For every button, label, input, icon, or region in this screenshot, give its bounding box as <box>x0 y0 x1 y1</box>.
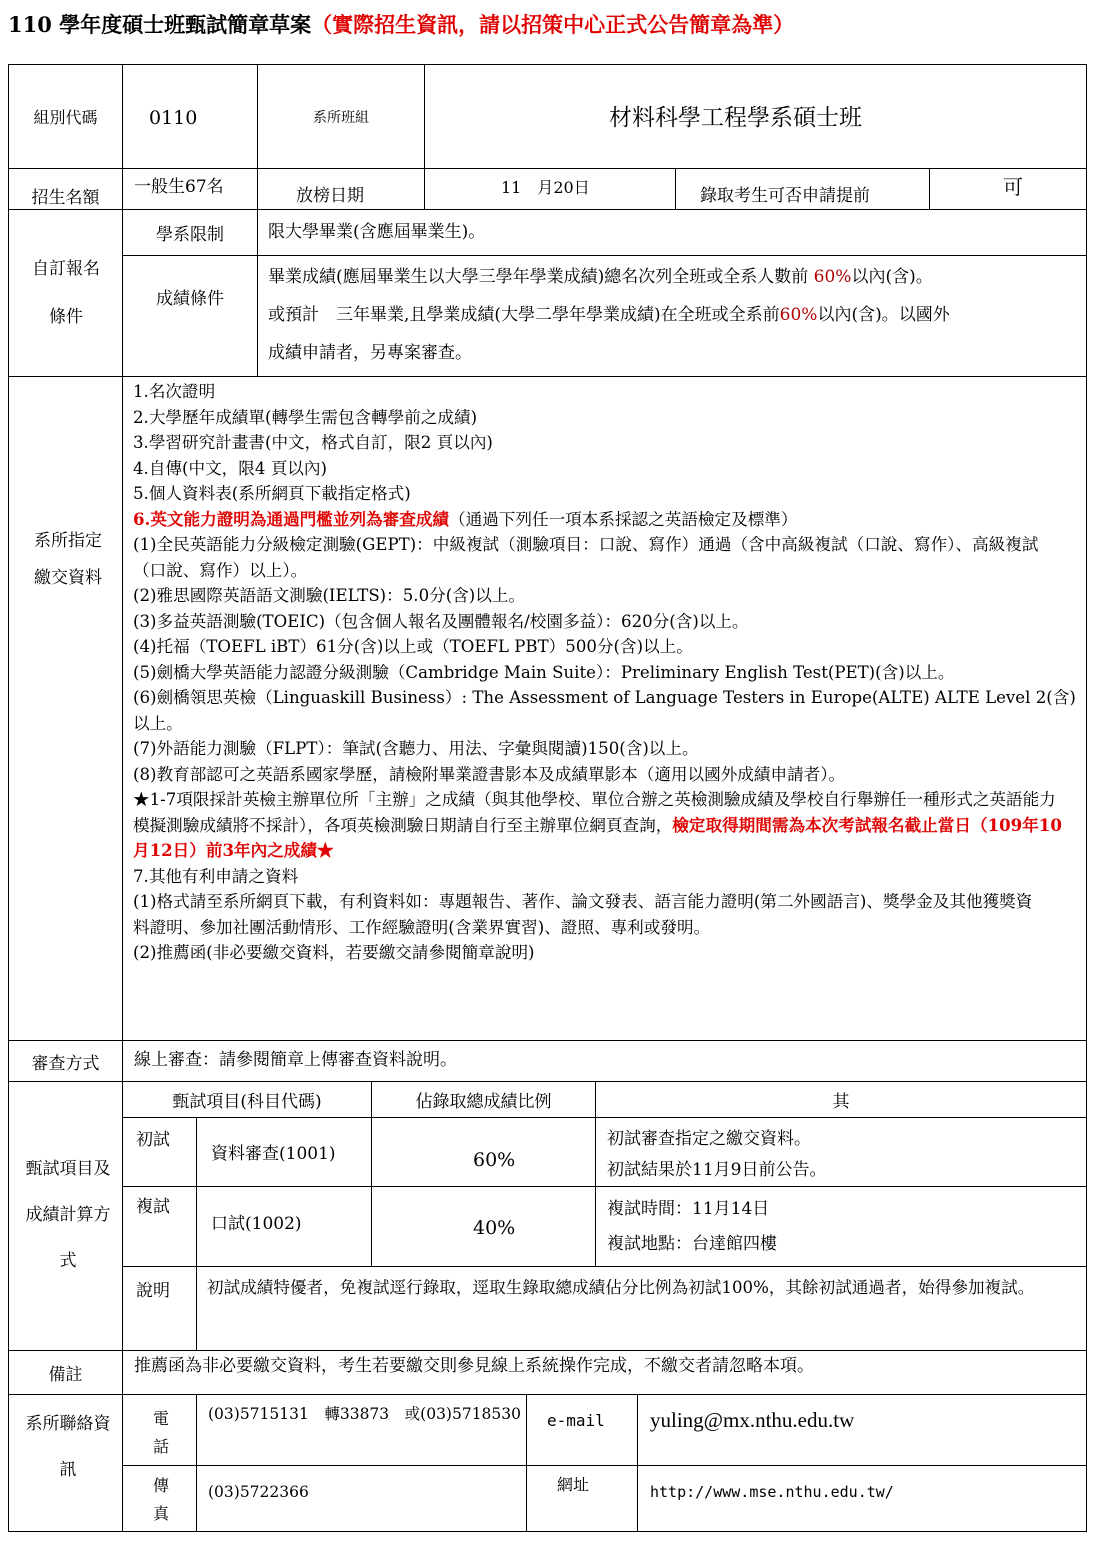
second-label-cell <box>122 1186 197 1267</box>
phone-label-cell <box>122 1394 197 1466</box>
english-test-4: (4)托福（TOEFL iBT）61分(含)以上或（TOEFL PBT）500分(含)以上。 <box>133 637 693 656</box>
doc-item-6-rest: （通過下列任一項本系採認之英語檢定及標準） <box>449 509 798 529</box>
first-note-2: 初試結果於11月9日前公告。 <box>607 1160 827 1180</box>
first-note-cell <box>595 1117 1087 1187</box>
doc-item-6-prefix: 6. <box>133 508 151 529</box>
review-value: 線上審查：請參閱簡章上傳審查資料說明。 <box>134 1050 457 1070</box>
code-value-cell <box>122 64 258 169</box>
phone-label: 電話 <box>152 1409 169 1456</box>
release-label-cell <box>257 168 425 210</box>
review-label-cell <box>8 1040 123 1082</box>
email-label: e-mail <box>547 1411 605 1430</box>
doc-item-1: 1.名次證明 <box>133 382 216 401</box>
grade-label: 成績條件 <box>156 288 224 309</box>
first-label-cell <box>122 1117 197 1187</box>
dept-label: 系所班組 <box>313 109 369 126</box>
phone-value: (03)5715131 轉33873 或(03)5718530 <box>208 1405 522 1423</box>
code-value: 0110 <box>149 107 198 129</box>
grade-line2-a: 或預計 三年畢業,且學業成績(大學二學年學業成績)在全班或全系前 <box>268 305 780 325</box>
quota-value-cell <box>122 168 258 210</box>
documents-label: 系所指定繳交資料 <box>34 531 102 588</box>
email-value-cell <box>637 1394 1087 1466</box>
first-ratio: 60% <box>473 1149 516 1171</box>
exam-head-other: 其 <box>832 1092 850 1112</box>
early-value-cell <box>929 168 1087 210</box>
dept-limit-value: 限大學畢業(含應屆畢業生)。 <box>268 222 486 242</box>
english-test-8: (8)教育部認可之英語系國家學歷，請檢附畢業證書影本及成績單影本（適用以國外成績申請者）。 <box>133 764 846 784</box>
documents-list <box>133 379 1083 966</box>
dept-label-cell <box>257 64 425 169</box>
doc-item-4: 4.自傳(中文，限4 頁以內) <box>133 458 327 478</box>
first-note-1: 初試審查指定之繳交資料。 <box>607 1129 811 1149</box>
english-test-3: (3)多益英語測驗(TOEIC)（包含個人報名及團體報名/校園多益）：620分(含)以上。 <box>133 611 749 631</box>
doc-item-2: 2.大學歷年成績單(轉學生需包含轉學前之成績) <box>133 407 478 427</box>
first-item: 資料審查(1001) <box>211 1144 336 1164</box>
quota-label-cell <box>8 168 123 210</box>
second-item: 口試(1002) <box>211 1214 302 1234</box>
documents-label-cell <box>8 376 123 1041</box>
code-label-cell <box>8 64 123 169</box>
exam-label: 甄試項目及成績計算方式 <box>25 1159 111 1271</box>
dept-limit-label: 學系限制 <box>156 225 224 245</box>
first-label: 初試 <box>136 1130 170 1150</box>
code-label: 組別代碼 <box>33 108 98 127</box>
exam-head-item-cell <box>122 1081 372 1118</box>
second-ratio-cell <box>371 1186 596 1267</box>
english-test-6: (6)劍橋領思英檢（Linguaskill Business）: The Assessment of Language Testers in Europe(ALTE) ALTE Level 2(含)以上。 <box>133 688 1076 733</box>
fax-value: (03)5722366 <box>208 1483 309 1501</box>
second-ratio: 40% <box>473 1217 516 1239</box>
english-note-emph: 檢定取得期間需為本次考試報名截止當日（109年10月12日）前3年內之成績★ <box>133 814 1062 860</box>
second-note-1: 複試時間：11月14日 <box>607 1199 770 1219</box>
remarks-value: 推薦函為非必要繳交資料，考生若要繳交則參見線上系統操作完成，不繳交者請忽略本項。 <box>134 1356 814 1376</box>
second-note-cell <box>595 1186 1087 1267</box>
english-test-7: (7)外語能力測驗（FLPT）：筆試(含聽力、用法、字彙與閱讀)150(含)以上。 <box>133 739 699 758</box>
web-value[interactable]: http://www.mse.nthu.edu.tw/ <box>650 1483 894 1501</box>
grade-label-cell <box>122 255 258 377</box>
page-title <box>8 8 1098 42</box>
email-label-cell <box>526 1394 638 1466</box>
remarks-label: 備註 <box>48 1365 83 1385</box>
doc-item-7: 7.其他有利申請之資料 <box>133 866 299 886</box>
first-ratio-cell <box>371 1117 596 1187</box>
second-item-cell <box>196 1186 372 1267</box>
doc-item-6 <box>133 507 1083 533</box>
exam-label-cell <box>8 1081 123 1351</box>
requirements-label: 自訂報名條件 <box>32 259 100 327</box>
second-note-2: 複試地點：台達館四樓 <box>607 1234 777 1254</box>
second-label: 複試 <box>136 1197 170 1217</box>
remarks-value-cell <box>122 1350 1087 1395</box>
grade-pct1: 60% <box>813 267 852 287</box>
web-label-cell <box>526 1465 638 1532</box>
title-main: 110 學年度碩士班甄試簡章草案 <box>8 12 312 37</box>
fax-value-cell <box>196 1465 527 1532</box>
explain-value: 初試成績特優者，免複試逕行錄取，逕取生錄取總成績佔分比例為初試100%，其餘初試通過者，始得參加複試。 <box>207 1278 1035 1297</box>
english-note-text: ★1-7項限採計英檢主辦單位所「主辦」之成績（與其他學校、單位合辦之英檢測驗成績及學校自行舉辦任一種形式之英語能力模擬測驗成績將不採計），各項英檢測驗日期請自行至主辦單位網頁查詢， <box>133 790 1056 835</box>
phone-value-cell <box>196 1394 527 1466</box>
exam-head-other-cell <box>595 1081 1087 1118</box>
dept-value: 材料科學工程學系碩士班 <box>609 105 862 131</box>
web-label: 網址 <box>557 1475 590 1494</box>
requirements-label-cell <box>8 209 123 377</box>
quota-label: 招生名額 <box>31 187 100 208</box>
contact-label: 系所聯絡資訊 <box>25 1414 111 1480</box>
explain-label-cell <box>122 1266 197 1351</box>
explain-label: 說明 <box>136 1281 170 1301</box>
title-note: （實際招生資訊，請以招策中心正式公告簡章為準） <box>311 12 795 37</box>
explain-value-cell <box>196 1266 1087 1351</box>
release-value-cell <box>424 168 676 210</box>
exam-head-ratio-cell <box>371 1081 596 1118</box>
grade-line1-b: 以內(含)。 <box>851 267 933 287</box>
doc-item-6-emph: 英文能力證明為通過門檻並列為審查成績 <box>150 508 450 529</box>
contact-label-cell <box>8 1394 123 1532</box>
review-label: 審查方式 <box>31 1053 100 1074</box>
exam-head-ratio: 佔錄取總成績比例 <box>415 1092 552 1112</box>
dept-value-cell <box>424 64 1087 169</box>
grade-pct2: 60% <box>779 305 818 325</box>
release-label: 放榜日期 <box>296 186 364 206</box>
doc-item-5: 5.個人資料表(系所網頁下載指定格式) <box>133 484 411 503</box>
english-test-5: (5)劍橋大學英語能力認證分級測驗（Cambridge Main Suite）：Preliminary English Test(PET)(含)以上。 <box>133 662 955 682</box>
other-doc-2: (2)推薦函(非必要繳交資料，若要繳交請參閱簡章說明) <box>133 943 535 962</box>
english-test-note <box>133 787 1083 864</box>
grade-line3: 成績申請者，另專案審查。 <box>268 343 472 363</box>
english-test-2: (2)雅思國際英語語文測驗(IELTS)：5.0分(含)以上。 <box>133 586 526 605</box>
dept-limit-label-cell <box>122 209 258 256</box>
quota-value: 一般生67名 <box>134 177 224 197</box>
release-value: 11 月20日 <box>501 178 590 197</box>
english-test-1: (1)全民英語能力分級檢定測驗(GEPT)：中級複試（測驗項目：口說、寫作）通過（含中高級複試（口說、寫作）、高級複試（口說、寫作）以上）。 <box>133 535 1039 580</box>
grade-line1-a: 畢業成績(應屆畢業生以大學三學年學業成績)總名次列全班或全系人數前 <box>268 267 814 287</box>
grade-line2-b: 以內(含)。以國外 <box>817 305 950 325</box>
early-label: 錄取考生可否申請提前 <box>700 186 870 206</box>
web-value-cell <box>637 1465 1087 1532</box>
email-value[interactable]: yuling@mx.nthu.edu.tw <box>650 1408 855 1432</box>
doc-item-3: 3.學習研究計畫書(中文，格式自訂，限2 頁以內) <box>133 433 493 452</box>
early-label-cell <box>675 168 930 210</box>
exam-head-item: 甄試項目(科目代碼) <box>172 1092 322 1112</box>
other-doc-1: (1)格式請至系所網頁下載，有利資料如：專題報告、著作、論文發表、語言能力證明(第二外國語言)、獎學金及其他獲獎資料證明、參加社團活動情形、工作經驗證明(含業界實習)、證照、專利或發明。 <box>133 892 1033 937</box>
first-item-cell <box>196 1117 372 1187</box>
fax-label: 傳真 <box>152 1476 169 1523</box>
early-value: 可 <box>1003 175 1023 199</box>
dept-limit-value-cell <box>257 209 1087 256</box>
fax-label-cell <box>122 1465 197 1532</box>
remarks-label-cell <box>8 1350 123 1395</box>
review-value-cell <box>122 1040 1087 1082</box>
grade-value-cell <box>257 255 1087 377</box>
